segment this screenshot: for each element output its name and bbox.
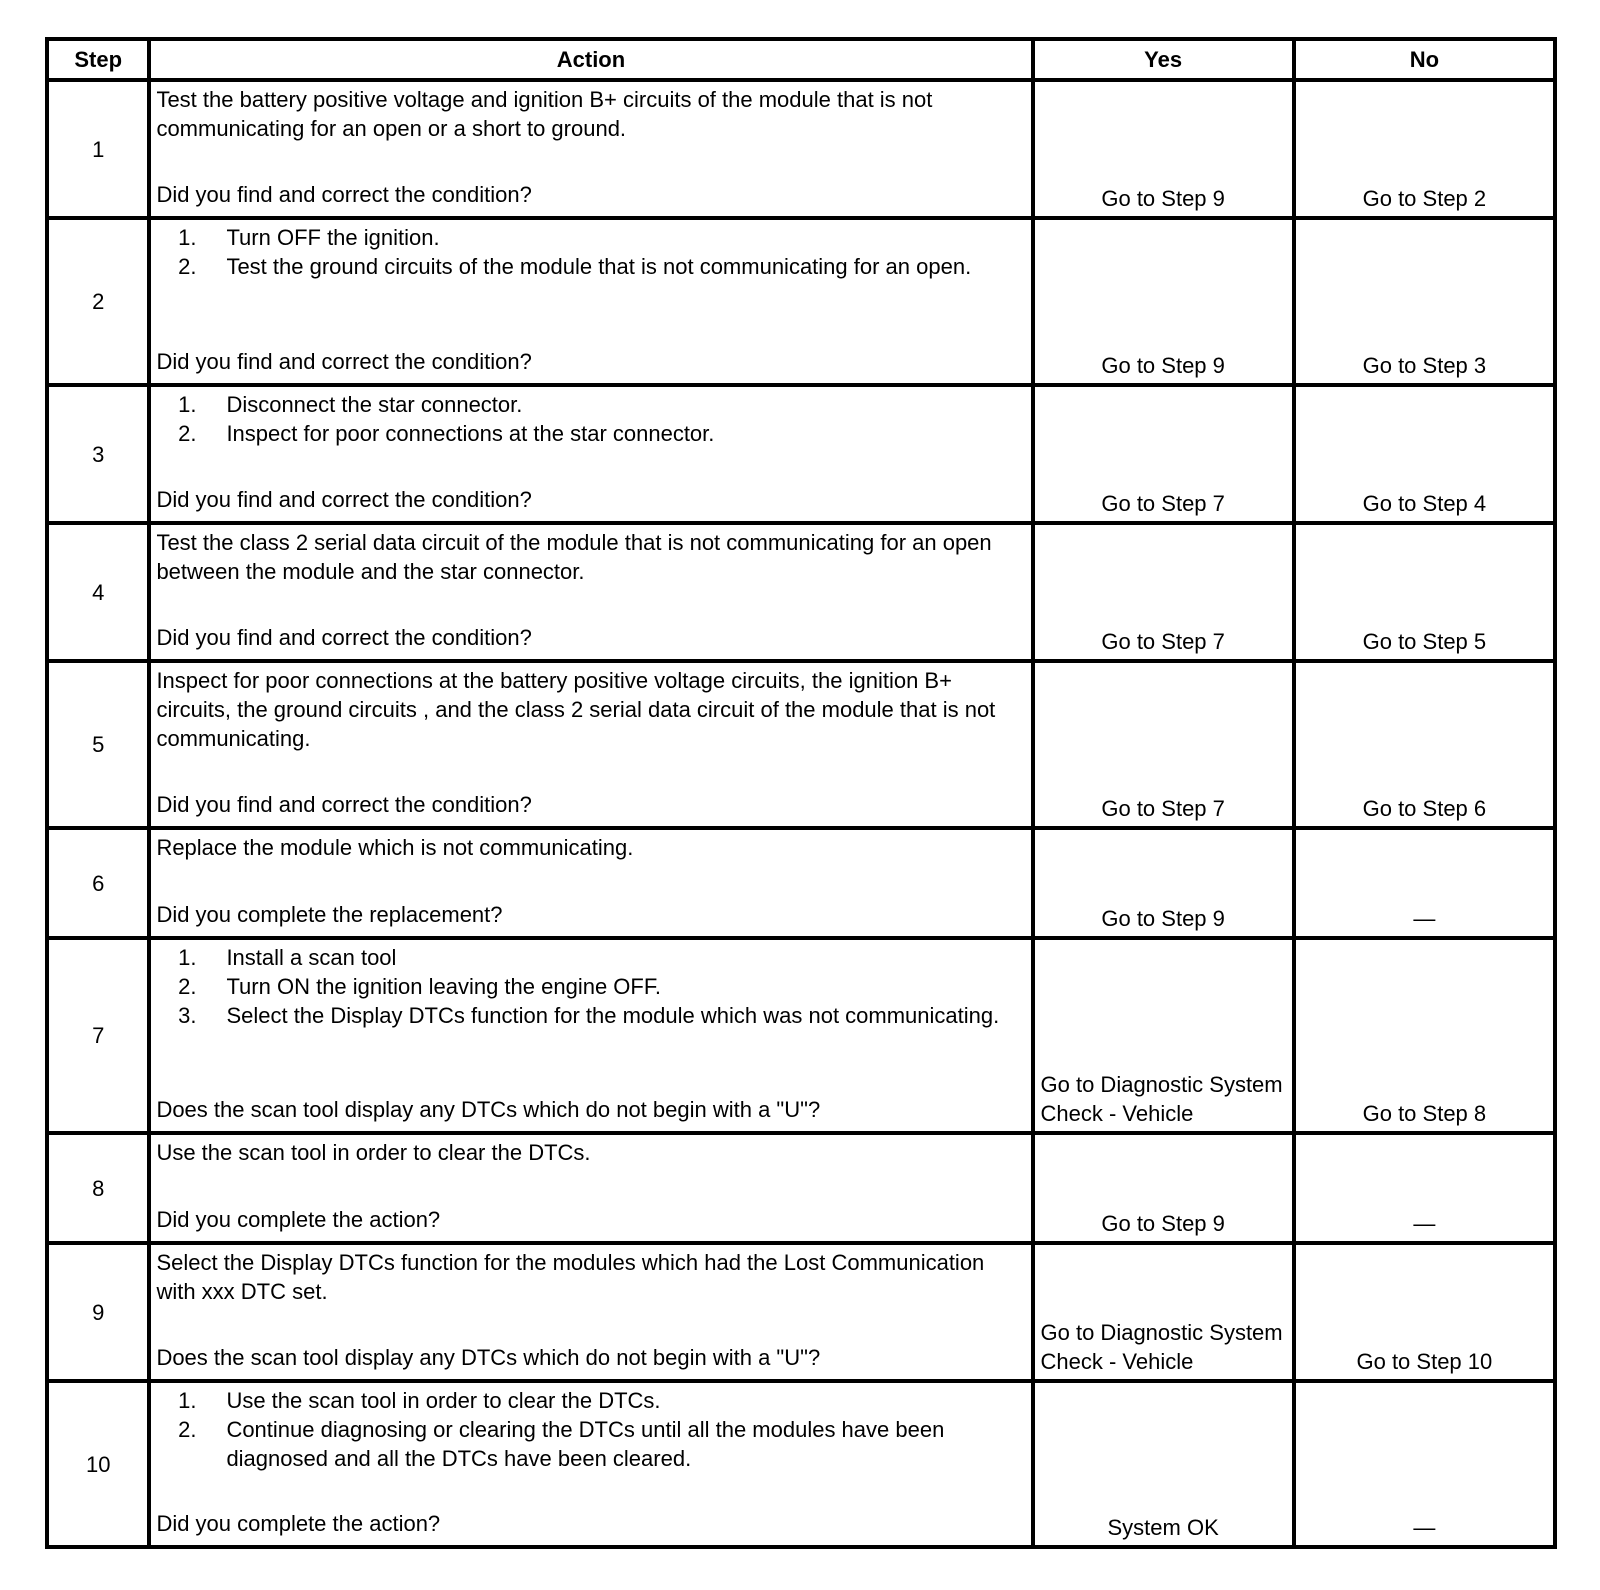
question-text: Does the scan tool display any DTCs which do not begin with a "U"? xyxy=(156,1097,821,1122)
action-cell xyxy=(149,523,1032,661)
list-item-text: Continue diagnosing or clearing the DTCs until all the modules have been diagnosed and all the DTCs have been cleared. xyxy=(226,1417,945,1471)
list-item xyxy=(156,252,1026,281)
table-row xyxy=(47,385,1555,523)
table-body xyxy=(47,80,1555,1547)
table-row xyxy=(47,1243,1555,1381)
yes-result: Go to Diagnostic System Check - Vehicle xyxy=(1033,1243,1294,1381)
header-no: No xyxy=(1294,39,1555,80)
yes-result: Go to Step 9 xyxy=(1033,80,1294,218)
action-text: Replace the module which is not communicating. xyxy=(156,835,634,860)
list-item xyxy=(156,419,1026,448)
question-text: Did you find and correct the condition? xyxy=(156,182,532,207)
list-item xyxy=(156,1386,1026,1415)
table-row xyxy=(47,661,1555,828)
table-row xyxy=(47,218,1555,385)
step-number: 5 xyxy=(47,661,149,828)
no-result: Go to Step 3 xyxy=(1294,218,1555,385)
yes-result: Go to Diagnostic System Check - Vehicle xyxy=(1033,938,1294,1133)
header-row xyxy=(47,39,1555,80)
step-number: 1 xyxy=(47,80,149,218)
question-text: Did you complete the replacement? xyxy=(156,902,503,927)
action-steps-list xyxy=(156,1386,1026,1473)
diagnostic-table xyxy=(45,37,1557,1549)
question-text: Did you find and correct the condition? xyxy=(156,487,532,512)
action-text: Inspect for poor connections at the battery positive voltage circuits, the ignition B+ circuits, the ground circuits , and the class 2 serial data circuit of the module that is not communicating. xyxy=(156,668,1002,751)
list-item xyxy=(156,1001,1026,1030)
list-item xyxy=(156,223,1026,252)
table-row xyxy=(47,1381,1555,1547)
question-text: Did you find and correct the condition? xyxy=(156,349,532,374)
header-step: Step xyxy=(47,39,149,80)
question-text: Does the scan tool display any DTCs which do not begin with a "U"? xyxy=(156,1345,821,1370)
list-item-text: Install a scan tool xyxy=(226,945,397,970)
no-result: — xyxy=(1294,828,1555,938)
list-item-text: Turn OFF the ignition. xyxy=(226,225,440,250)
action-cell xyxy=(149,80,1032,218)
list-item-text: Turn ON the ignition leaving the engine OFF. xyxy=(226,974,661,999)
action-text: Select the Display DTCs function for the modules which had the Lost Communication with xxx DTC set. xyxy=(156,1250,991,1304)
yes-result: Go to Step 9 xyxy=(1033,218,1294,385)
no-result: Go to Step 4 xyxy=(1294,385,1555,523)
no-result: — xyxy=(1294,1381,1555,1547)
list-item-number: 2. xyxy=(178,254,197,279)
step-number: 9 xyxy=(47,1243,149,1381)
table-row xyxy=(47,523,1555,661)
list-item-text: Use the scan tool in order to clear the DTCs. xyxy=(226,1388,661,1413)
step-number: 10 xyxy=(47,1381,149,1547)
action-cell xyxy=(149,1133,1032,1243)
list-item xyxy=(156,943,1026,972)
no-result: Go to Step 10 xyxy=(1294,1243,1555,1381)
question-text: Did you find and correct the condition? xyxy=(156,625,532,650)
action-steps-list xyxy=(156,943,1026,1030)
step-number: 8 xyxy=(47,1133,149,1243)
list-item-number: 1. xyxy=(178,392,197,417)
step-number: 2 xyxy=(47,218,149,385)
action-cell xyxy=(149,828,1032,938)
table-row xyxy=(47,80,1555,218)
step-number: 3 xyxy=(47,385,149,523)
action-text: Use the scan tool in order to clear the DTCs. xyxy=(156,1140,591,1165)
action-steps-list xyxy=(156,223,1026,281)
list-item-text: Test the ground circuits of the module that is not communicating for an open. xyxy=(226,254,972,279)
table-row xyxy=(47,828,1555,938)
header-action: Action xyxy=(149,39,1032,80)
yes-result: System OK xyxy=(1033,1381,1294,1547)
action-cell xyxy=(149,218,1032,385)
list-item-number: 2. xyxy=(178,1417,197,1442)
question-text: Did you complete the action? xyxy=(156,1207,441,1232)
list-item xyxy=(156,972,1026,1001)
table-row xyxy=(47,1133,1555,1243)
list-item-number: 2. xyxy=(178,421,197,446)
action-text: Test the battery positive voltage and ignition B+ circuits of the module that is not communicating for an open or a short to ground. xyxy=(156,87,939,141)
yes-result: Go to Step 7 xyxy=(1033,661,1294,828)
yes-result: Go to Step 9 xyxy=(1033,828,1294,938)
no-result: Go to Step 8 xyxy=(1294,938,1555,1133)
action-text: Test the class 2 serial data circuit of the module that is not communicating for an open between the module and the star connector. xyxy=(156,530,998,584)
action-cell xyxy=(149,1381,1032,1547)
list-item-number: 1. xyxy=(178,945,197,970)
list-item xyxy=(156,390,1026,419)
step-number: 7 xyxy=(47,938,149,1133)
list-item-number: 1. xyxy=(178,1388,197,1413)
no-result: Go to Step 6 xyxy=(1294,661,1555,828)
action-cell xyxy=(149,661,1032,828)
list-item-number: 1. xyxy=(178,225,197,250)
no-result: Go to Step 2 xyxy=(1294,80,1555,218)
list-item-text: Disconnect the star connector. xyxy=(226,392,523,417)
list-item-number: 3. xyxy=(178,1003,197,1028)
action-cell xyxy=(149,1243,1032,1381)
question-text: Did you find and correct the condition? xyxy=(156,792,532,817)
step-number: 4 xyxy=(47,523,149,661)
list-item-text: Select the Display DTCs function for the module which was not communicating. xyxy=(226,1003,1000,1028)
header-yes: Yes xyxy=(1033,39,1294,80)
list-item-text: Inspect for poor connections at the star connector. xyxy=(226,421,715,446)
table-row xyxy=(47,938,1555,1133)
no-result: Go to Step 5 xyxy=(1294,523,1555,661)
action-cell xyxy=(149,938,1032,1133)
no-result: — xyxy=(1294,1133,1555,1243)
list-item-number: 2. xyxy=(178,974,197,999)
yes-result: Go to Step 9 xyxy=(1033,1133,1294,1243)
action-steps-list xyxy=(156,390,1026,448)
yes-result: Go to Step 7 xyxy=(1033,523,1294,661)
action-cell xyxy=(149,385,1032,523)
step-number: 6 xyxy=(47,828,149,938)
list-item xyxy=(156,1415,1026,1473)
question-text: Did you complete the action? xyxy=(156,1511,441,1536)
yes-result: Go to Step 7 xyxy=(1033,385,1294,523)
